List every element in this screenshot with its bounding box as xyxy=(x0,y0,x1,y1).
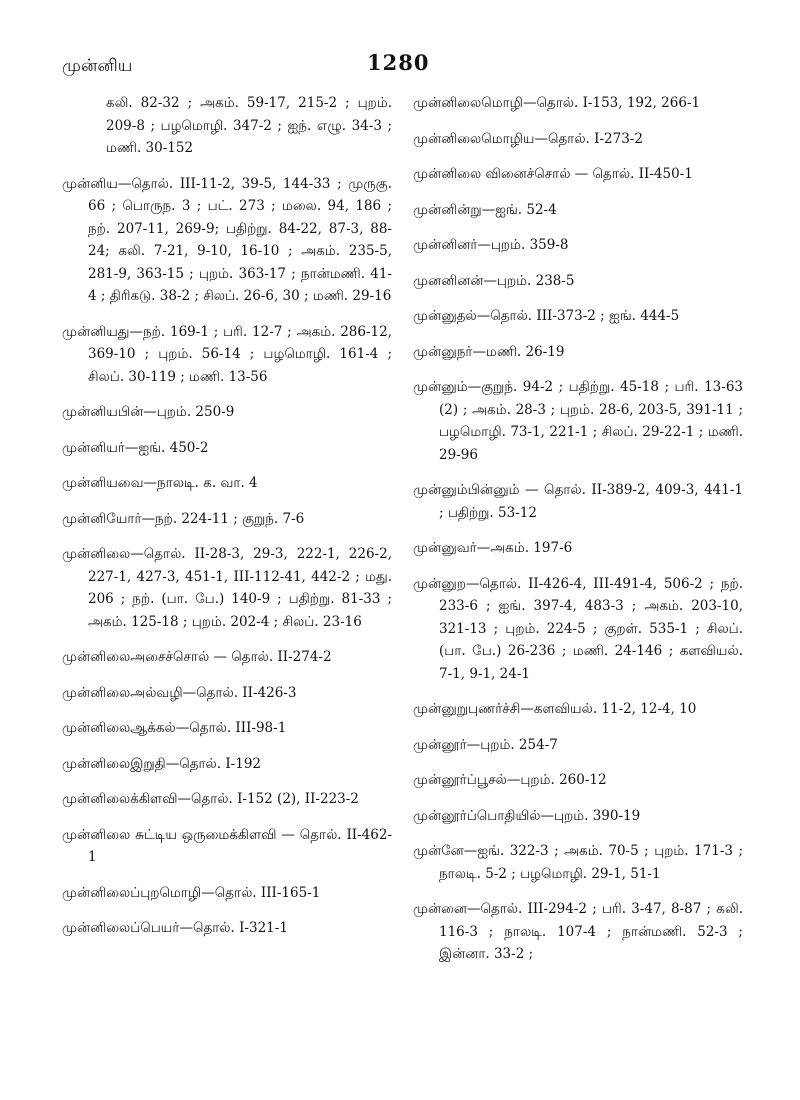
entry-headword: முன்னிலைக்கிளவி xyxy=(62,791,178,807)
index-entry xyxy=(413,305,743,328)
entry-references: —மணி. 26-19 xyxy=(472,343,565,360)
index-entry xyxy=(413,341,743,364)
entry-headword: முன்னிலைஅசைச்சொல் xyxy=(62,649,210,665)
entry-references: — தொல். II-389-2, 409-3, 441-1 ; பதிற்று. 53-12 xyxy=(439,482,743,521)
entry-references: —ஐங். 322-3 ; அகம். 70-5 ; புறம். 171-3 ; நாலடி. 5-2 ; பழமொழி. 29-1, 51-1 xyxy=(439,843,743,882)
entry-references: —தொல். I-321-1 xyxy=(179,920,288,936)
entry-references: —தொல். I-153, 192, 266-1 xyxy=(522,95,701,111)
entry-references: —நாலடி. க. வா. 4 xyxy=(143,475,258,491)
index-entry xyxy=(413,769,743,792)
entry-headword: முன்னுநர் xyxy=(413,343,473,360)
entry-headword: முன்னூர் xyxy=(413,736,467,753)
index-entry xyxy=(413,840,743,885)
entry-references: —தொல். II-28-3, 29-3, 222-1, 226-2, 227-1, 427-3, 451-1, III-112-41, 442-2 ; மது. 206 ; நற். (பா. பே.) 140-9 ; பதிற்று. 81-33 ; அகம். 125-18 ; புறம். 202-4 ; சிலப். 23-16 xyxy=(88,546,392,630)
index-entry xyxy=(413,805,743,828)
entry-references: —ஐங். 52-4 xyxy=(481,201,557,218)
entry-references: —நற். 169-1 ; பரி. 12-7 ; அகம். 286-12, 369-10 ; புறம். 56-14 ; பழமொழி. 161-4 ; சிலப். 30-119 ; மணி. 13-56 xyxy=(88,323,392,385)
entry-references: —குறுந். 94-2 ; பதிற்று. 45-18 ; பரி. 13-63 (2) ; அகம். 28-3 ; புறம். 28-6, 203-5, 391-11 ; பழமொழி. 73-1, 221-1 ; சிலப். 29-22-1 ; மணி. 29-96 xyxy=(439,379,743,463)
entry-headword: முன்னியர் xyxy=(62,439,125,456)
entry-references: —தொல். III-165-1 xyxy=(201,884,321,901)
index-entry xyxy=(62,917,392,940)
entry-headword: முன்னுவர் xyxy=(413,540,477,556)
index-entry xyxy=(62,437,392,460)
entry-references: —தொல். II-426-3 xyxy=(182,684,297,701)
index-entry xyxy=(62,717,392,740)
index-entry xyxy=(413,270,743,293)
entry-headword: முன்னியது xyxy=(62,323,130,340)
entry-references: —தொல். III-373-2 ; ஐங். 444-5 xyxy=(476,308,680,324)
entry-references: — தொல். II-274-2 xyxy=(209,649,332,665)
entry-references: —புறம். 390-19 xyxy=(540,807,641,824)
entry-headword: முன்னிலை xyxy=(62,546,131,562)
entry-headword: முன்னின்று xyxy=(413,201,482,218)
left-column xyxy=(62,92,392,953)
index-entry xyxy=(62,753,392,776)
index-entry xyxy=(413,734,743,757)
entry-references: —நற். 224-11 ; குறுந். 7-6 xyxy=(141,510,305,527)
entry-references: —புறம். 260-12 xyxy=(506,772,607,788)
entry-headword: முன்னுதல் xyxy=(413,308,477,324)
entry-references: —தொல். III-11-2, 39-5, 144-33 ; முருகு. 66 ; பொருந. 3 ; பட். 273 ; மலை. 94, 186 ; நற். 207-11, 269-9; பதிற்று. 84-22, 87-3, 88-24; கலி. 7-21, 9-10, 16-10 ; அகம். 235-5, 281-9, 363-15 ; புறம். 363-17 ; நான்மணி. 41-4 ; திரிகடு. 38-2 ; சிலப். 26-6, 30 ; மணி. 29-16 xyxy=(88,175,392,304)
entry-references: — தொல். II-462-1 xyxy=(88,826,393,865)
entry-references: —தொல். II-426-4, III-491-4, 506-2 ; நற். 233-6 ; ஐங். 397-4, 483-3 ; அகம். 203-10, 321-13 ; புறம். 224-5 ; குறள். 535-1 ; சிலப். (பா. பே.) 26-236 ; மணி. 24-146 ; களவியல். 7-1, 9-1, 24-1 xyxy=(439,575,743,682)
index-entry xyxy=(62,321,392,389)
index-entry xyxy=(62,92,392,160)
index-entry xyxy=(62,173,392,308)
page-number: 1280 xyxy=(367,50,430,75)
entry-headword: முன்னும்பின்னும் xyxy=(413,482,520,498)
entry-headword: முன்னிலைஇறுதி xyxy=(62,755,166,772)
entry-references: கலி. 82-32 ; அகம். 59-17, 215-2 ; புறம். 209-8 ; பழமொழி. 347-2 ; ஐந். எழு. 34-3 ; மணி. 30-152 xyxy=(106,95,392,156)
entry-references: —தொல். I-152 (2), II-223-2 xyxy=(177,791,359,807)
entry-references: — தொல். II-450-1 xyxy=(570,166,693,182)
entry-headword: முன்னை xyxy=(413,901,467,917)
entry-references: —தொல். I-192 xyxy=(165,755,262,772)
index-entry xyxy=(413,163,743,186)
index-entry xyxy=(413,573,743,686)
index-entry xyxy=(413,479,743,524)
entry-headword: முன்னியோர் xyxy=(62,510,142,527)
entry-headword: முன்னிலை வினைச்சொல் xyxy=(413,166,571,182)
entry-headword: முன்னிலை சுட்டிய ஒருமைக்கிளவி xyxy=(62,826,277,843)
entry-references: —புறம். 238-5 xyxy=(483,272,575,289)
index-entry xyxy=(62,646,392,669)
index-entry xyxy=(413,234,743,257)
entry-headword: முன்னிலைப்புறமொழி xyxy=(62,884,202,901)
index-entry xyxy=(413,92,743,115)
index-entry xyxy=(413,537,743,560)
index-entry xyxy=(62,543,392,633)
entry-headword: முன்னிய xyxy=(62,175,118,192)
entry-headword: முன்னியபின் xyxy=(62,404,144,420)
entry-headword: முன்னிலைமொழி xyxy=(413,95,523,111)
index-entry xyxy=(413,898,743,966)
entry-headword: முன்னிலைமொழிய xyxy=(413,130,535,147)
index-entry xyxy=(62,788,392,811)
entry-headword: முன்னிலைஆக்கல் xyxy=(62,720,176,736)
entry-references: —களவியல். 11-2, 12-4, 10 xyxy=(520,701,697,717)
index-entry xyxy=(413,199,743,222)
entry-references: —புறம். 359-8 xyxy=(477,237,569,253)
index-entry xyxy=(413,698,743,721)
index-entry xyxy=(413,128,743,151)
index-entry xyxy=(62,508,392,531)
right-column xyxy=(413,92,743,979)
index-entry xyxy=(62,882,392,905)
entry-headword: முன்னூர்ப்பூசல் xyxy=(413,772,507,788)
entry-references: —தொல். III-98-1 xyxy=(175,720,287,736)
entry-headword: முன்னும் xyxy=(413,379,468,395)
entry-headword: முனனினன் xyxy=(413,272,484,289)
index-entry xyxy=(413,376,743,466)
entry-references: —அகம். 197-6 xyxy=(476,540,573,556)
entry-references: —ஐங். 450-2 xyxy=(124,439,209,456)
entry-headword: முன்னிலைஅல்வழி xyxy=(62,684,183,701)
entry-references: —தொல். I-273-2 xyxy=(534,130,643,147)
entry-headword: முன்னுறுபுணர்ச்சி xyxy=(413,701,521,717)
entry-headword: முன்னிலைப்பெயர் xyxy=(62,920,180,936)
entry-headword: முன்னியவை xyxy=(62,475,144,491)
entry-references: —புறம். 254-7 xyxy=(466,736,558,753)
index-entry xyxy=(62,824,392,869)
entry-headword: முன்னே xyxy=(413,843,464,859)
entry-headword: முன்னூர்ப்பொதியில் xyxy=(413,807,541,824)
running-head-word: முன்னிய xyxy=(62,56,133,76)
entry-references: —புறம். 250-9 xyxy=(143,404,235,420)
index-entry xyxy=(62,472,392,495)
entry-headword: முன்னுற xyxy=(413,575,466,592)
index-entry xyxy=(62,401,392,424)
entry-headword: முன்னினர் xyxy=(413,237,478,253)
index-entry xyxy=(62,682,392,705)
entry-references: —தொல். III-294-2 ; பரி. 3-47, 8-87 ; கலி. 116-3 ; நாலடி. 107-4 ; நான்மணி. 52-3 ; இன்னா. 33-2 ; xyxy=(439,901,743,962)
